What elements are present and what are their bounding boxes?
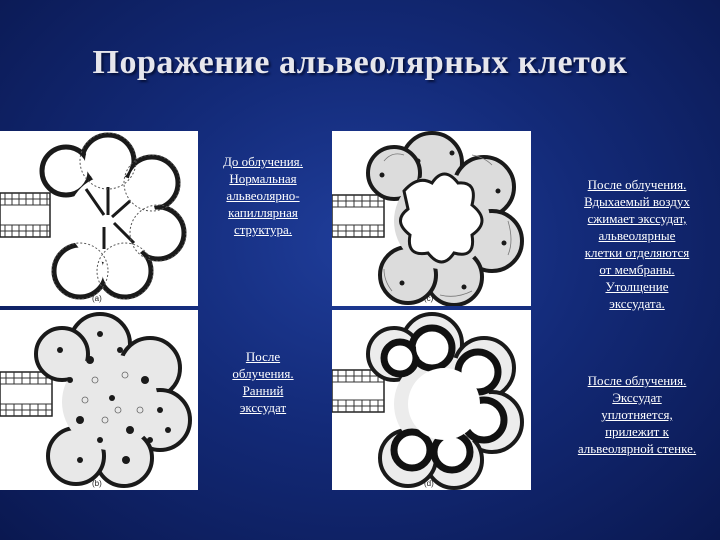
caption-c (554, 176, 720, 312)
alveolus-b-illustration (0, 310, 198, 490)
caption-d-line1: После облучения. (587, 373, 687, 388)
caption-b-line4: экссудат (239, 400, 287, 415)
caption-b-line2: облучения. (232, 366, 294, 381)
caption-a-line3: альвеолярно- (226, 188, 300, 203)
caption-b-line1: После (245, 349, 281, 364)
caption-c-line1: После облучения. (587, 177, 687, 192)
caption-d (554, 372, 720, 457)
caption-a-line5: структура. (233, 222, 293, 237)
caption-a (200, 153, 326, 238)
caption-a-line1: До облучения. (223, 154, 303, 169)
alveolus-image-a (0, 131, 198, 306)
caption-c-line8: экссудата. (609, 296, 665, 311)
caption-d-line3: уплотняется, (601, 407, 673, 422)
caption-c-line4: альвеолярные (598, 228, 676, 243)
caption-a-line4: капиллярная (228, 205, 298, 220)
caption-c-line2: Вдыхаемый воздух (584, 194, 690, 209)
caption-d-line2: Экссудат (612, 390, 662, 405)
alveolus-c-illustration (332, 131, 531, 306)
caption-d-line5: альвеолярной стенке. (577, 441, 697, 456)
panel-a-label: (a) (92, 294, 102, 303)
alveolus-image-b (0, 310, 198, 490)
alveolus-image-c (332, 131, 531, 306)
caption-c-line3: сжимает экссудат, (587, 211, 687, 226)
panel-b-label: (b) (92, 479, 102, 488)
caption-b (200, 348, 326, 416)
caption-b-line3: Ранний (242, 383, 284, 398)
alveolus-a-illustration (0, 131, 198, 306)
panel-d-label: (d) (424, 479, 434, 488)
caption-c-line7: Утолщение (605, 279, 669, 294)
caption-c-line5: клетки отделяются (584, 245, 690, 260)
caption-c-line6: от мембраны. (599, 262, 675, 277)
alveolus-image-d (332, 310, 531, 490)
caption-d-line4: прилежит к (605, 424, 669, 439)
alveolus-d-illustration (332, 310, 531, 490)
caption-a-line2: Нормальная (229, 171, 297, 186)
slide-title: Поражение альвеолярных клеток (92, 44, 628, 81)
panel-c-label: (c) (424, 294, 434, 303)
